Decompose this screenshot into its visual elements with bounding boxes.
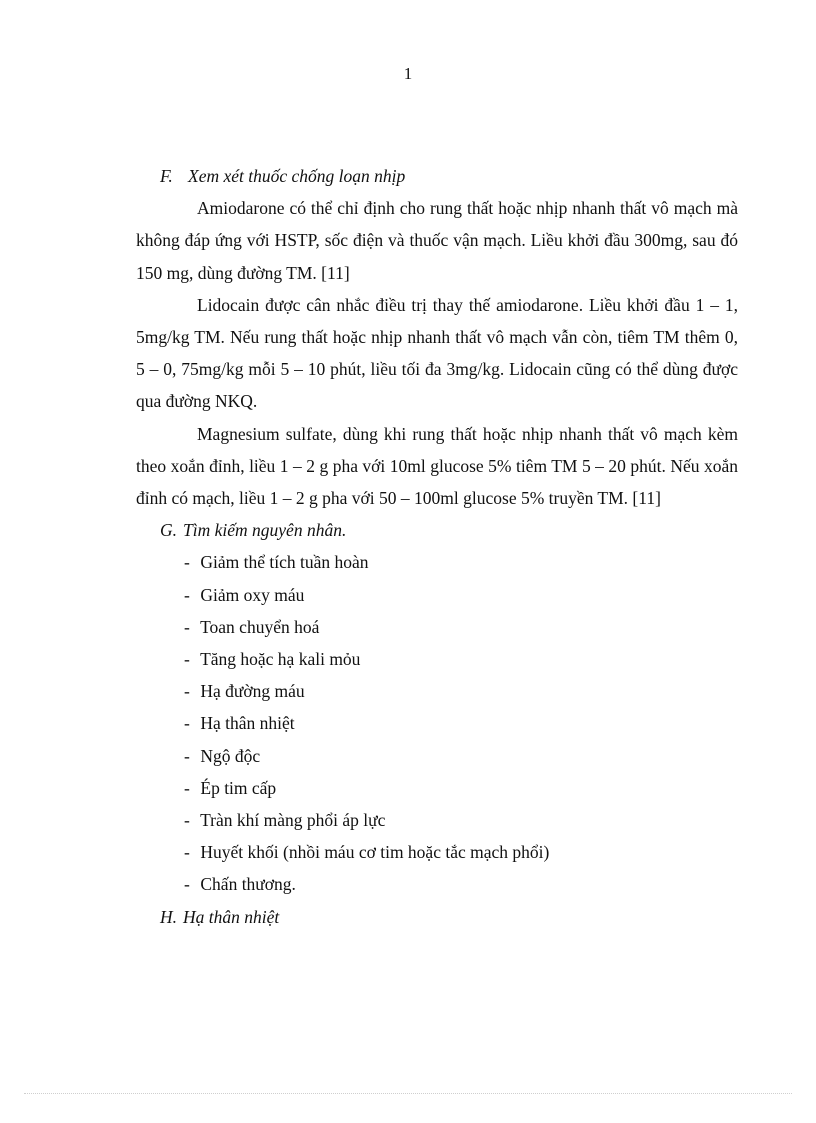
list-item-text: Ngộ độc [200, 745, 261, 766]
list-item-text: Tràn khí màng phổi áp lực [200, 810, 386, 831]
list-marker: - [184, 616, 190, 637]
list-item [184, 546, 738, 578]
list-marker: - [184, 745, 190, 766]
list-item-text: Toan chuyển hoá [200, 616, 320, 637]
paragraph-magnesium: Magnesium sulfate, dùng khi rung thất hoặc nhịp nhanh thất vô mạch kèm theo xoắn đỉnh, liều 1 – 2 g pha với 10ml glucose 5% tiêm TM 5 – 20 phút. Nếu xoắn đỉnh có mạch, liều 1 – 2 g pha với 50 – 100ml glucose 5% truyền TM. [11] [136, 423, 738, 509]
causes-list [136, 546, 738, 900]
section-title-h: Hạ thân nhiệt [183, 906, 280, 927]
list-item-text: Hạ thân nhiệt [200, 713, 295, 734]
section-letter-h: H. [160, 906, 178, 927]
list-item [184, 740, 738, 772]
list-marker: - [184, 584, 190, 605]
list-item [184, 836, 738, 868]
section-heading-f [136, 160, 738, 192]
list-marker: - [184, 874, 190, 895]
list-item-text: Ép tim cấp [200, 777, 277, 798]
section-letter-g: G. [160, 520, 178, 541]
list-item-text: Chấn thương. [200, 874, 296, 895]
list-marker: - [184, 810, 190, 831]
list-marker: - [184, 777, 190, 798]
list-marker: - [184, 681, 190, 702]
section-letter-f: F. [160, 166, 173, 186]
list-marker: - [184, 649, 190, 670]
list-marker: - [184, 842, 190, 863]
list-item [184, 772, 738, 804]
list-item [184, 675, 738, 707]
list-item-text: Giảm thể tích tuần hoàn [200, 552, 369, 573]
list-item [184, 868, 738, 900]
list-item [184, 611, 738, 643]
list-marker: - [184, 713, 190, 734]
paragraph-lidocain: Lidocain được cân nhắc điều trị thay thế amiodarone. Liều khởi đầu 1 – 1, 5mg/kg TM. Nếu rung thất hoặc nhịp nhanh thất vô mạch vẫn còn, tiêm TM thêm 0, 5 – 0, 75mg/kg mỗi 5 – 10 phút, liều tối đa 3mg/kg. Lidocain cũng có thể dùng được qua đường NKQ. [136, 294, 738, 412]
list-item [184, 579, 738, 611]
list-item [184, 643, 738, 675]
list-marker: - [184, 552, 190, 573]
list-item-text: Huyết khối (nhồi máu cơ tim hoặc tắc mạch phổi) [200, 842, 550, 863]
section-heading-h [136, 901, 738, 933]
list-item-text: Giảm oxy máu [200, 584, 305, 605]
list-item-text: Tăng hoặc hạ kali mỏu [200, 649, 361, 670]
page-bottom-divider [24, 1093, 792, 1094]
list-item-text: Hạ đường máu [200, 681, 305, 702]
paragraph-amiodarone: Amiodarone có thể chỉ định cho rung thất hoặc nhịp nhanh thất vô mạch mà không đáp ứng với HSTP, sốc điện và thuốc vận mạch. Liều khởi đầu 300mg, sau đó 150 mg, dùng đường TM. [11] [136, 198, 738, 283]
section-title-g: Tìm kiếm nguyên nhân. [183, 520, 347, 541]
page-content [136, 160, 738, 933]
section-heading-g [136, 514, 738, 546]
list-item [184, 804, 738, 836]
section-title-f: Xem xét thuốc chống loạn nhịp [188, 166, 406, 186]
page-number: 1 [403, 64, 413, 83]
list-item [184, 707, 738, 739]
